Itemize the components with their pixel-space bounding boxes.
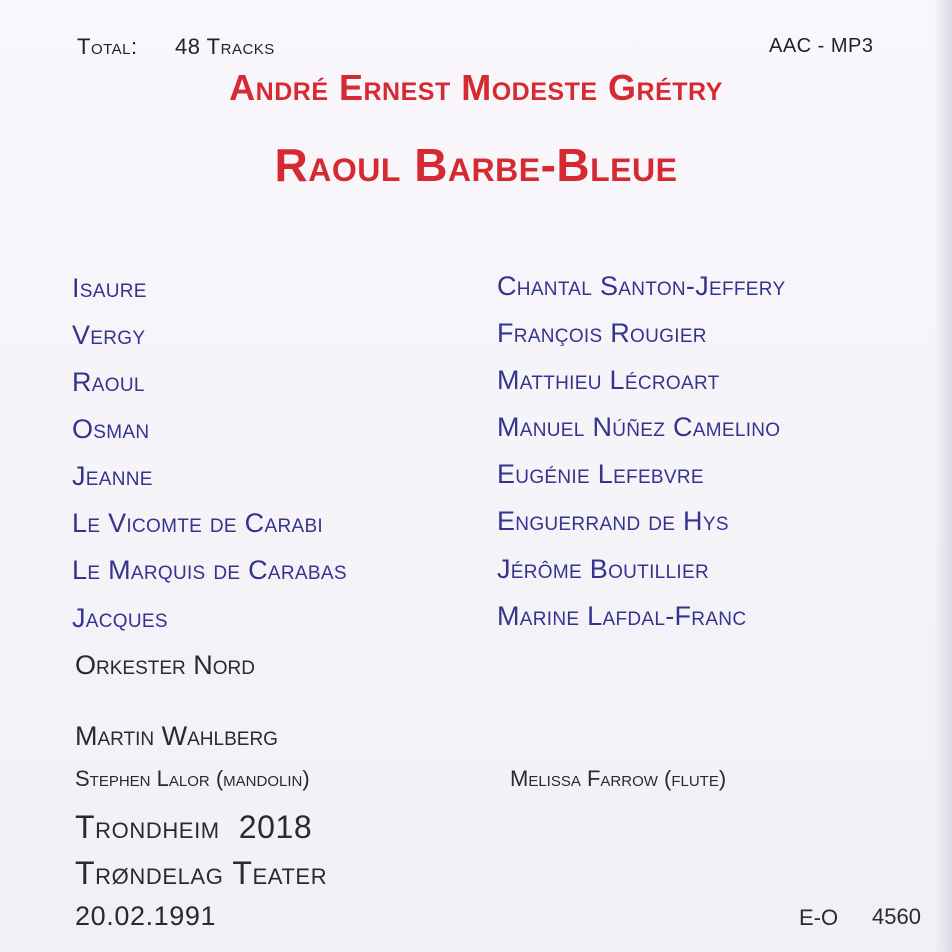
singer-name: François Rougier xyxy=(497,318,707,348)
role-name: Le Vicomte de Carabi xyxy=(72,508,323,538)
track-count: 48 Tracks xyxy=(175,34,275,59)
total-label: Total: xyxy=(77,34,138,59)
singer-name: Chantal Santon-Jeffery xyxy=(497,271,786,301)
composer-name: André Ernest Modeste Grétry xyxy=(229,67,723,108)
conductor-name: Martin Wahlberg xyxy=(75,721,278,751)
mandolinist-credit: Stephen Lalor (mandolin) xyxy=(75,766,310,791)
singer-name: Manuel Núñez Camelino xyxy=(497,412,781,442)
singer-name: Enguerrand de Hys xyxy=(497,506,729,536)
role-name: Osman xyxy=(72,414,150,444)
city-year: Trondheim 2018 xyxy=(75,809,313,845)
role-name: Isaure xyxy=(72,273,147,303)
singer-name: Marine Lafdal-Franc xyxy=(497,601,747,631)
singer-name: Matthieu Lécroart xyxy=(497,365,720,395)
role-name: Raoul xyxy=(72,367,145,397)
orchestra-name: Orkester Nord xyxy=(75,650,255,680)
role-name: Jeanne xyxy=(72,461,153,491)
label-code: E-O xyxy=(799,905,839,930)
flautist-credit: Melissa Farrow (flute) xyxy=(510,766,727,791)
role-name: Jacques xyxy=(72,603,168,633)
theatre-name: Trøndelag Teater xyxy=(75,855,328,891)
singer-name: Jérôme Boutillier xyxy=(497,554,709,584)
role-name: Le Marquis de Carabas xyxy=(72,555,347,585)
audio-format: AAC - MP3 xyxy=(769,35,874,57)
opera-title: Raoul Barbe-Bleue xyxy=(274,139,678,191)
role-name: Vergy xyxy=(72,320,146,350)
singer-name: Eugénie Lefebvre xyxy=(497,459,704,489)
performance-date: 20.02.1991 xyxy=(75,901,217,931)
catalog-number: 4560 xyxy=(872,904,921,929)
